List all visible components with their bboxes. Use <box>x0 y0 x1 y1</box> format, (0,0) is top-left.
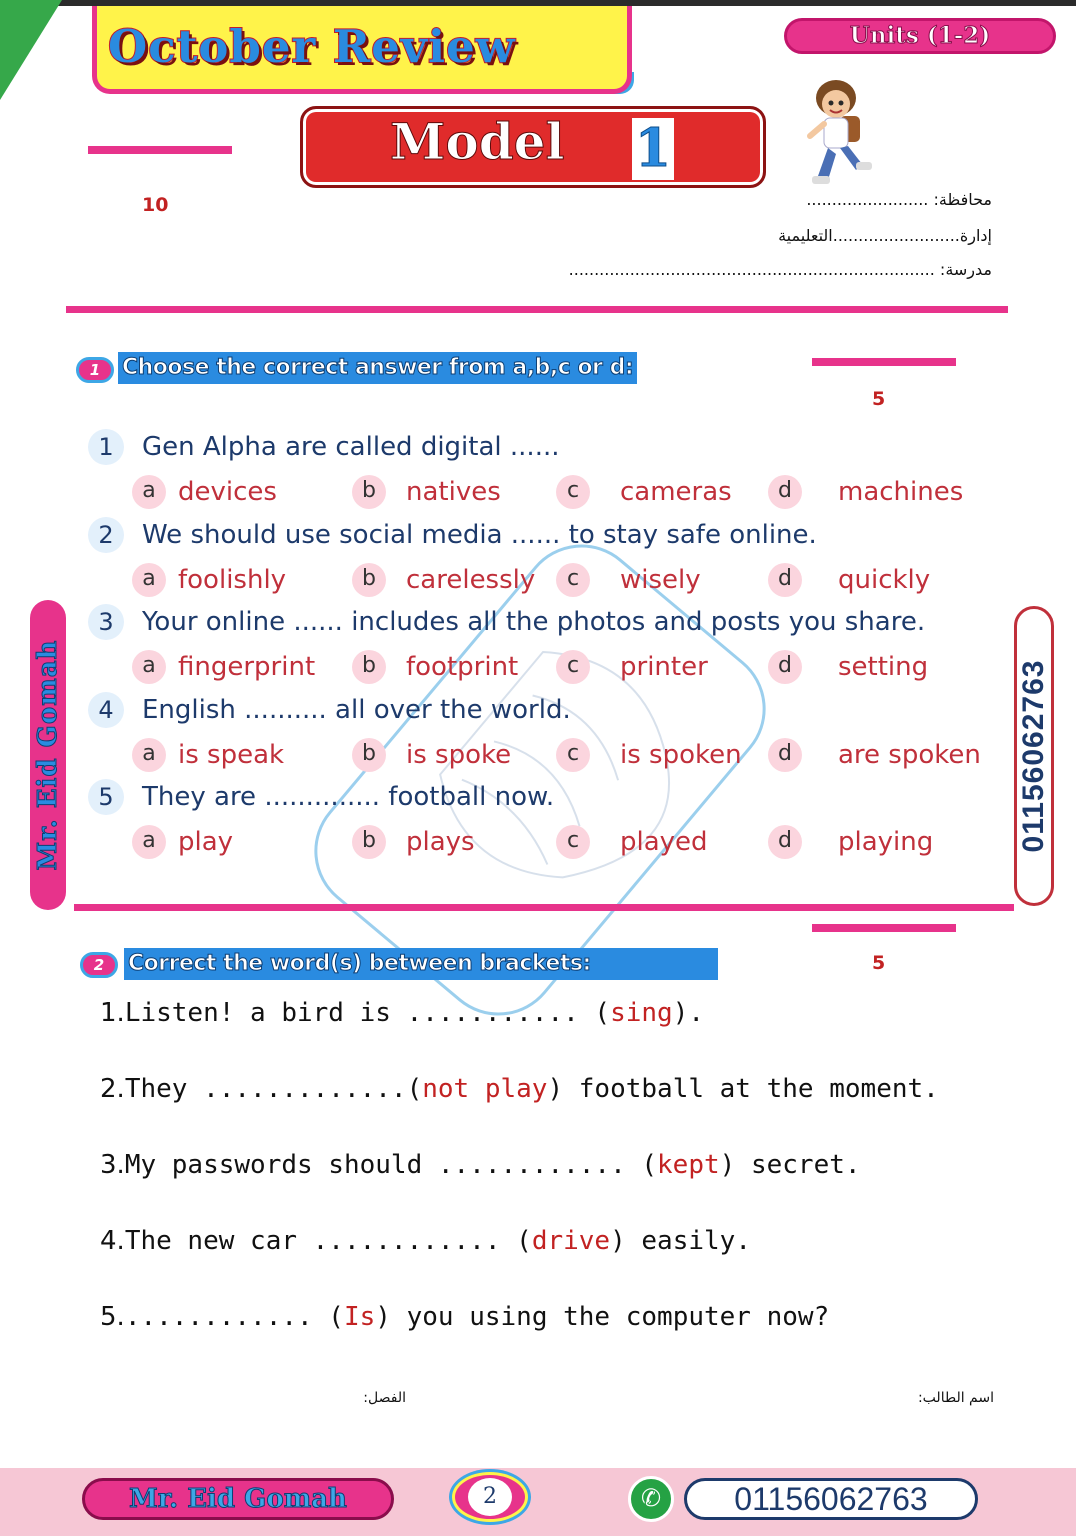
option-letter[interactable]: b <box>352 738 386 772</box>
question-text: Your online ...... includes all the photos and posts you share. <box>142 607 926 637</box>
section2-score-line <box>812 924 956 932</box>
question-number: 5 <box>88 779 124 815</box>
option-text[interactable]: setting <box>838 652 929 682</box>
option-letter[interactable]: c <box>556 475 590 509</box>
question-text: Gen Alpha are called digital ...... <box>142 432 560 462</box>
option-text[interactable]: machines <box>838 477 964 507</box>
option-letter[interactable]: a <box>132 738 166 772</box>
question-number: 4 <box>88 692 124 728</box>
bracket-word: Is <box>343 1302 376 1332</box>
phone-glyph-icon: ✆ <box>640 1484 662 1512</box>
side-teacher-name: Mr. Eid Gomah <box>33 639 63 871</box>
option-letter[interactable]: d <box>768 650 802 684</box>
option-text[interactable]: is speak <box>178 740 285 770</box>
correction-item <box>100 1299 829 1335</box>
student-name-field[interactable]: اسم الطالب: <box>917 1390 994 1406</box>
option-text[interactable]: printer <box>620 652 708 682</box>
question-text: We should use social media ...... to stay safe online. <box>142 520 817 550</box>
option-text[interactable]: is spoke <box>406 740 512 770</box>
option-letter[interactable]: a <box>132 825 166 859</box>
item-text-after: ) you using the computer now? <box>375 1302 830 1332</box>
option-text[interactable]: devices <box>178 477 277 507</box>
item-number: 1. <box>100 998 125 1028</box>
bracket-word: not play <box>422 1074 548 1104</box>
score-line <box>88 146 232 154</box>
section2-title: Correct the word(s) between brackets: <box>124 948 718 980</box>
option-letter[interactable]: d <box>768 825 802 859</box>
directorate-field[interactable]: إدارة.........................التعليمية <box>778 226 992 245</box>
option-letter[interactable]: a <box>132 475 166 509</box>
bracket-word: kept <box>657 1150 720 1180</box>
bracket-word: sing <box>610 998 673 1028</box>
option-letter[interactable]: a <box>132 650 166 684</box>
option-text[interactable]: quickly <box>838 565 931 595</box>
footer-phone-number: 01156062763 <box>684 1478 978 1520</box>
section2-number: 2 <box>80 952 118 978</box>
correction-item <box>100 1223 751 1259</box>
side-phone-number: 01156062763 <box>1017 659 1050 853</box>
divider-middle <box>74 904 1014 911</box>
option-text[interactable]: natives <box>406 477 501 507</box>
option-text[interactable]: foolishly <box>178 565 287 595</box>
option-letter[interactable]: d <box>768 475 802 509</box>
boy-illustration <box>800 76 880 194</box>
option-letter[interactable]: b <box>352 825 386 859</box>
total-score: 10 <box>142 194 169 216</box>
option-letter[interactable]: c <box>556 650 590 684</box>
item-text-after: ) secret. <box>719 1150 861 1180</box>
section2-score: 5 <box>872 952 886 974</box>
section1-score: 5 <box>872 388 886 410</box>
school-field[interactable]: مدرسة: ........................................................................ <box>568 260 992 279</box>
item-number: 4. <box>100 1226 125 1256</box>
item-text-before: My passwords should ............ ( <box>124 1150 658 1180</box>
option-text[interactable]: footprint <box>406 652 519 682</box>
option-letter[interactable]: b <box>352 650 386 684</box>
page-title: October Review <box>108 20 516 73</box>
question-number: 1 <box>88 429 124 465</box>
option-letter[interactable]: d <box>768 738 802 772</box>
option-text[interactable]: played <box>620 827 708 857</box>
governorate-field[interactable]: محافظة: ........................ <box>806 190 992 209</box>
option-text[interactable]: cameras <box>620 477 732 507</box>
class-field[interactable]: الفصل: <box>363 1390 406 1406</box>
option-text[interactable]: wisely <box>620 565 701 595</box>
question-text: They are .............. football now. <box>142 782 555 812</box>
question-number: 2 <box>88 517 124 553</box>
corner-decoration <box>0 0 62 100</box>
option-letter[interactable]: c <box>556 825 590 859</box>
option-text[interactable]: fingerprint <box>178 652 316 682</box>
section1-number: 1 <box>76 357 114 383</box>
option-letter[interactable]: c <box>556 738 590 772</box>
bracket-word: drive <box>531 1226 611 1256</box>
units-badge: Units (1-2) <box>784 18 1056 54</box>
correction-item <box>100 995 704 1031</box>
option-letter[interactable]: c <box>556 563 590 597</box>
item-number: 3. <box>100 1150 125 1180</box>
option-text[interactable]: are spoken <box>838 740 981 770</box>
item-text-before: Listen! a bird is ........... ( <box>124 998 611 1028</box>
item-number: 2. <box>100 1074 125 1104</box>
option-letter[interactable]: a <box>132 563 166 597</box>
model-number: 1 <box>632 118 674 180</box>
option-text[interactable]: play <box>178 827 234 857</box>
option-letter[interactable]: b <box>352 563 386 597</box>
item-text-before: They .............( <box>124 1074 423 1104</box>
option-text[interactable]: playing <box>838 827 934 857</box>
option-text[interactable]: plays <box>406 827 475 857</box>
option-letter[interactable]: b <box>352 475 386 509</box>
page-number: 2 <box>468 1478 512 1516</box>
section1-score-line <box>812 358 956 366</box>
model-label: Model <box>390 112 565 171</box>
item-text-after: ). <box>672 998 705 1028</box>
item-text-after: ) easily. <box>610 1226 751 1256</box>
divider-top <box>66 306 1008 313</box>
item-text-before: ............ ( <box>124 1302 344 1332</box>
correction-item <box>100 1147 861 1183</box>
item-text-after: ) football at the moment. <box>547 1074 939 1104</box>
correction-item <box>100 1071 939 1107</box>
section1-title: Choose the correct answer from a,b,c or d: <box>118 352 637 384</box>
footer-teacher-name: Mr. Eid Gomah <box>82 1478 394 1520</box>
item-text-before: The new car ............ ( <box>124 1226 532 1256</box>
option-letter[interactable]: d <box>768 563 802 597</box>
item-number: 5. <box>100 1302 125 1332</box>
question-number: 3 <box>88 604 124 640</box>
option-text[interactable]: carelessly <box>406 565 536 595</box>
question-text: English .......... all over the world. <box>142 695 571 725</box>
option-text[interactable]: is spoken <box>620 740 742 770</box>
